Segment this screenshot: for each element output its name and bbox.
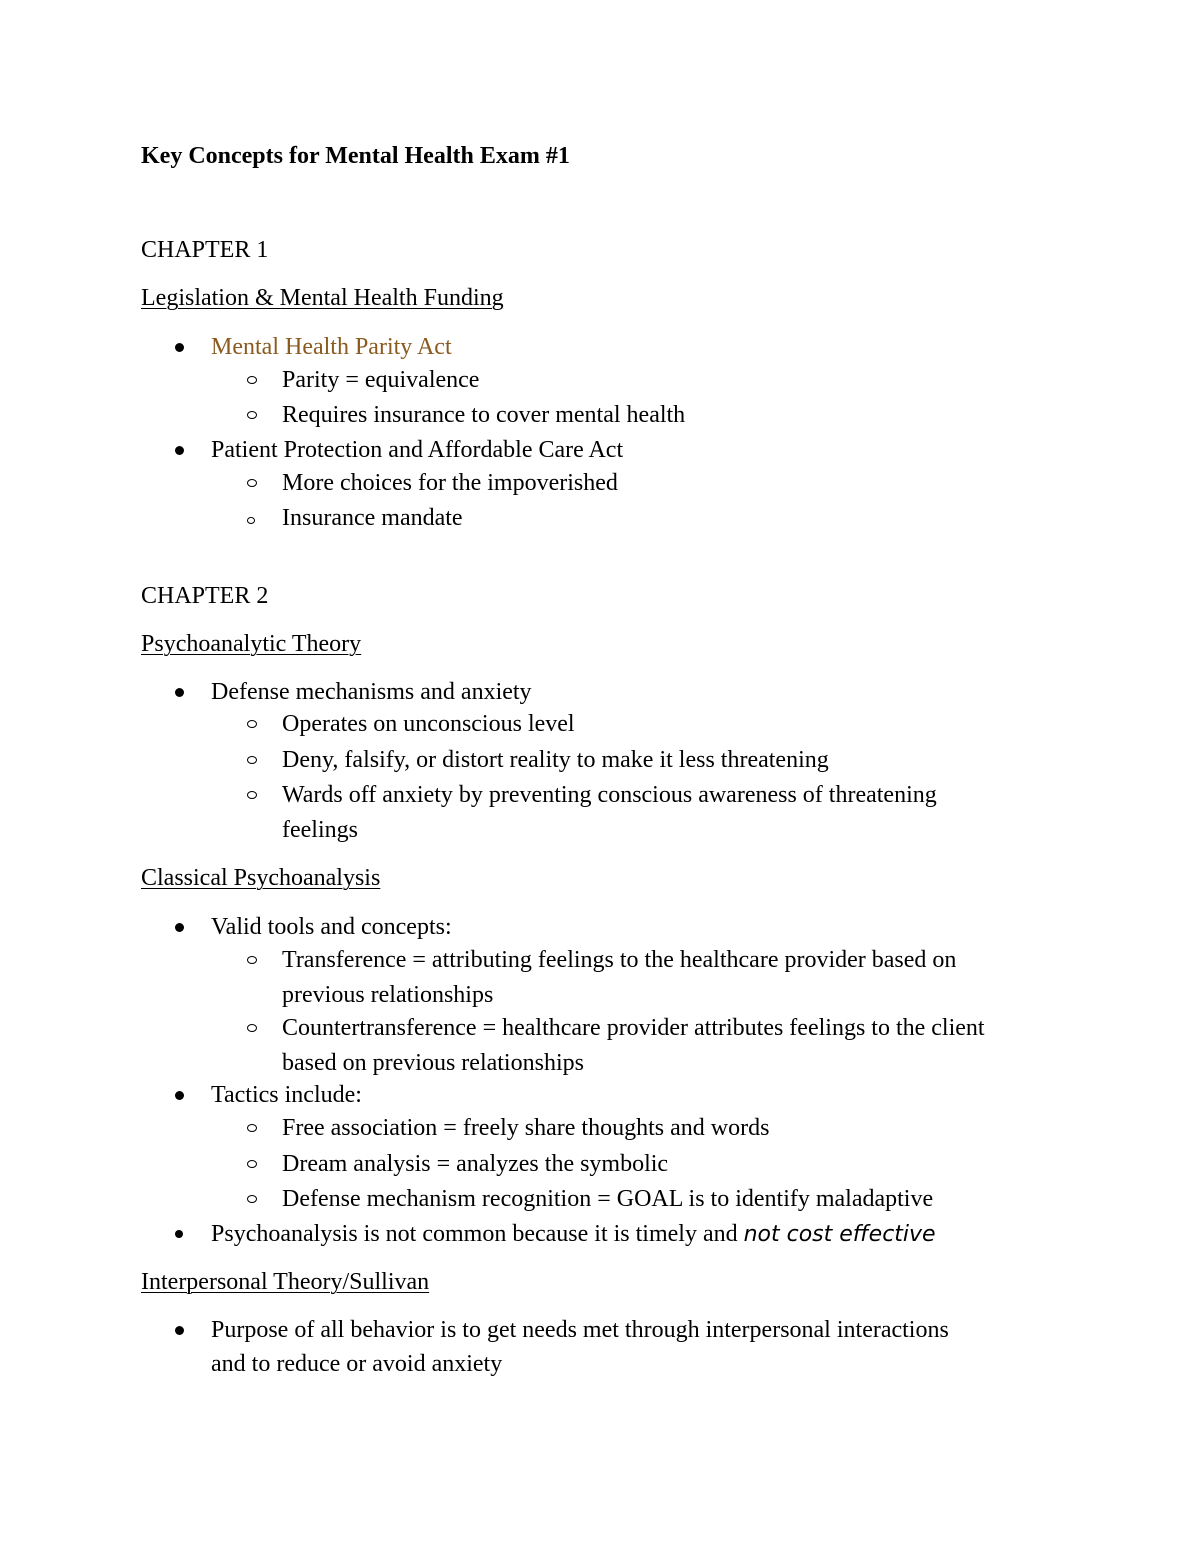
bullet-item-defense: Defense mechanisms and anxiety [211, 679, 532, 705]
sub-bullet-icon [247, 756, 257, 764]
sub-item: Operates on unconscious level [282, 711, 575, 737]
sub-item: More choices for the impoverished [282, 470, 618, 496]
sub-item: Wards off anxiety by preventing conscious awareness of threatening [282, 782, 937, 808]
document-title: Key Concepts for Mental Health Exam #1 [141, 143, 570, 169]
sub-item: Defense mechanism recognition = GOAL is to identify maladaptive [282, 1186, 934, 1212]
sub-item: Deny, falsify, or distort reality to make it less threatening [282, 747, 829, 773]
sub-item: Insurance mandate [282, 505, 463, 531]
bullet-icon [175, 923, 184, 932]
sub-item-continuation: feelings [282, 817, 358, 843]
bullet-text: Psychoanalysis is not common because it is timely and [211, 1221, 744, 1247]
sub-item: Parity = equivalence [282, 367, 480, 393]
bullet-item-tactics: Tactics include: [211, 1082, 362, 1108]
bullet-item-parity-act: Mental Health Parity Act [211, 334, 452, 360]
bullet-item-purpose: Purpose of all behavior is to get needs met through interpersonal interactions [211, 1317, 949, 1343]
sub-item: Free association = freely share thoughts and words [282, 1115, 770, 1141]
sub-bullet-icon [247, 791, 257, 799]
bullet-icon [175, 343, 184, 352]
sub-item: Countertransference = healthcare provider attributes feelings to the client [282, 1015, 985, 1041]
bullet-icon [175, 446, 184, 455]
sub-bullet-icon [247, 1024, 257, 1032]
bullet-icon [175, 1091, 184, 1100]
bullet-icon [175, 688, 184, 697]
sub-bullet-icon [247, 720, 257, 728]
sub-item: Dream analysis = analyzes the symbolic [282, 1151, 669, 1177]
sub-bullet-icon [247, 956, 257, 964]
sub-item-continuation: previous relationships [282, 982, 494, 1008]
sub-bullet-icon [247, 376, 257, 384]
bullet-item-continuation: and to reduce or avoid anxiety [211, 1351, 503, 1377]
bullet-icon [175, 1230, 183, 1238]
section-heading-legislation: Legislation & Mental Health Funding [141, 285, 504, 311]
sub-item: Transference = attributing feelings to the healthcare provider based on [282, 947, 957, 973]
sub-bullet-icon [247, 479, 257, 487]
section-heading-psychoanalytic: Psychoanalytic Theory [141, 631, 362, 657]
bullet-item-psychoanalysis-cost [211, 1222, 936, 1246]
section-heading-classical: Classical Psychoanalysis [141, 865, 381, 891]
chapter-2-label: CHAPTER 2 [141, 583, 269, 609]
sub-bullet-icon [247, 517, 255, 524]
sub-item-continuation: based on previous relationships [282, 1050, 584, 1076]
bullet-icon [175, 1326, 184, 1335]
sub-bullet-icon [247, 1195, 257, 1203]
sub-item: Requires insurance to cover mental health [282, 402, 686, 428]
sub-bullet-icon [247, 1160, 257, 1168]
bullet-item-aca: Patient Protection and Affordable Care Act [211, 437, 624, 463]
sub-bullet-icon [247, 411, 257, 419]
chapter-1-label: CHAPTER 1 [141, 237, 269, 263]
sub-bullet-icon [247, 1124, 257, 1132]
bullet-item-valid-tools: Valid tools and concepts: [211, 914, 452, 940]
section-heading-interpersonal: Interpersonal Theory/Sullivan [141, 1269, 430, 1295]
emphasis-text: not cost effective [743, 1222, 936, 1247]
